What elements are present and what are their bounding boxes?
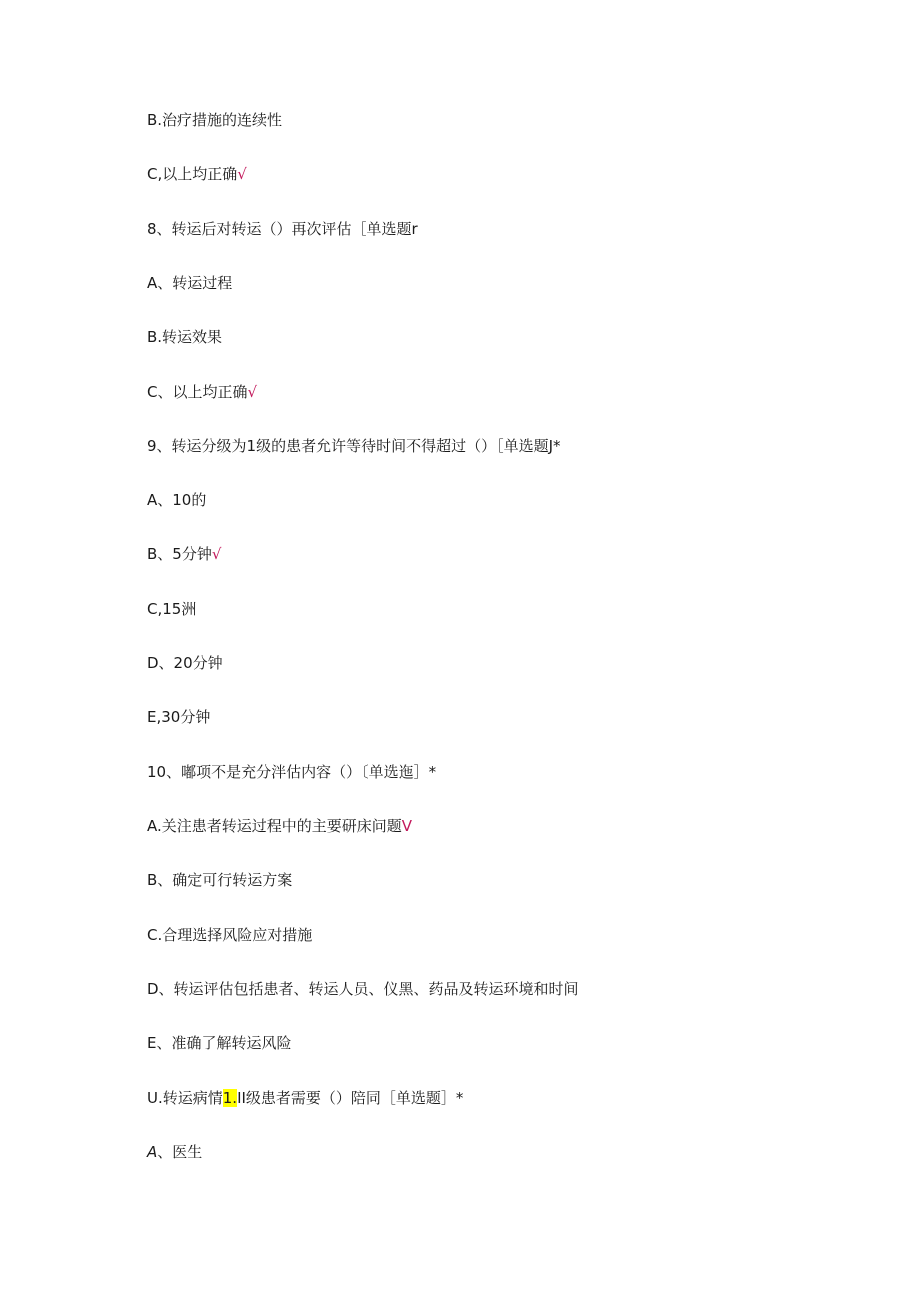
option-text: D、转运评估包括患者、转运人员、仪黑、药品及转运环境和时间 — [147, 980, 579, 998]
q10-option-b — [147, 870, 292, 890]
option-text: C、以上均正确 — [147, 383, 248, 401]
check-mark-icon: √ — [247, 383, 258, 401]
q8-option-a — [147, 273, 232, 293]
option-text: E、准确了解转运风险 — [147, 1034, 292, 1052]
question-11 — [147, 1088, 463, 1108]
option-text: A.关注患者转运过程中的主要研床问题 — [147, 817, 402, 835]
option-text: A、转运过程 — [147, 274, 233, 292]
question-text: 9、转运分级为1级的患者允许等待时间不得超过（）［单选题J* — [147, 437, 561, 455]
option-text: 、医生 — [157, 1143, 203, 1161]
check-mark-icon: √ — [237, 165, 247, 183]
highlighted-text: 1. — [222, 1089, 238, 1107]
option-text: B、确定可行转运方案 — [147, 871, 293, 889]
option-c-all-correct — [147, 164, 247, 184]
question-text: 10、嘟项不是充分泮估内容（）〔单选迤］* — [147, 763, 437, 781]
q8-option-c — [147, 382, 257, 402]
q9-option-e — [147, 707, 210, 727]
option-text: B.治疗措施的连续性 — [147, 111, 283, 129]
question-text: 8、转运后对转运（）再次评估［单选题r — [147, 220, 418, 238]
option-letter: A — [147, 1143, 158, 1161]
q10-option-e — [147, 1033, 291, 1053]
q11-option-a — [147, 1142, 202, 1162]
option-text: B.转运效果 — [147, 328, 223, 346]
option-text: C,以上均正确 — [147, 165, 238, 183]
q10-option-a — [147, 816, 412, 836]
q10-option-c — [147, 925, 312, 945]
question-10 — [147, 762, 436, 782]
option-b-continuity — [147, 110, 282, 130]
option-text: B、5分钟 — [147, 545, 212, 563]
q9-option-d — [147, 653, 223, 673]
option-text: E,30分钟 — [147, 708, 211, 726]
q10-option-d — [147, 979, 579, 999]
check-mark-icon: V — [401, 817, 413, 835]
question-suffix: II级患者需要（）陪同［单选题］* — [237, 1089, 464, 1107]
q9-option-b — [147, 544, 221, 564]
option-text: C,15洲 — [147, 600, 197, 618]
q9-option-c — [147, 599, 196, 619]
q9-option-a — [147, 490, 206, 510]
option-text: D、20分钟 — [147, 654, 223, 672]
question-prefix: U.转运病情 — [147, 1089, 223, 1107]
option-text: C.合理选择风险应对措施 — [147, 926, 313, 944]
option-text: A、10的 — [147, 491, 207, 509]
check-mark-icon: √ — [211, 545, 222, 563]
question-8 — [147, 219, 418, 239]
question-9 — [147, 436, 561, 456]
q8-option-b — [147, 327, 222, 347]
